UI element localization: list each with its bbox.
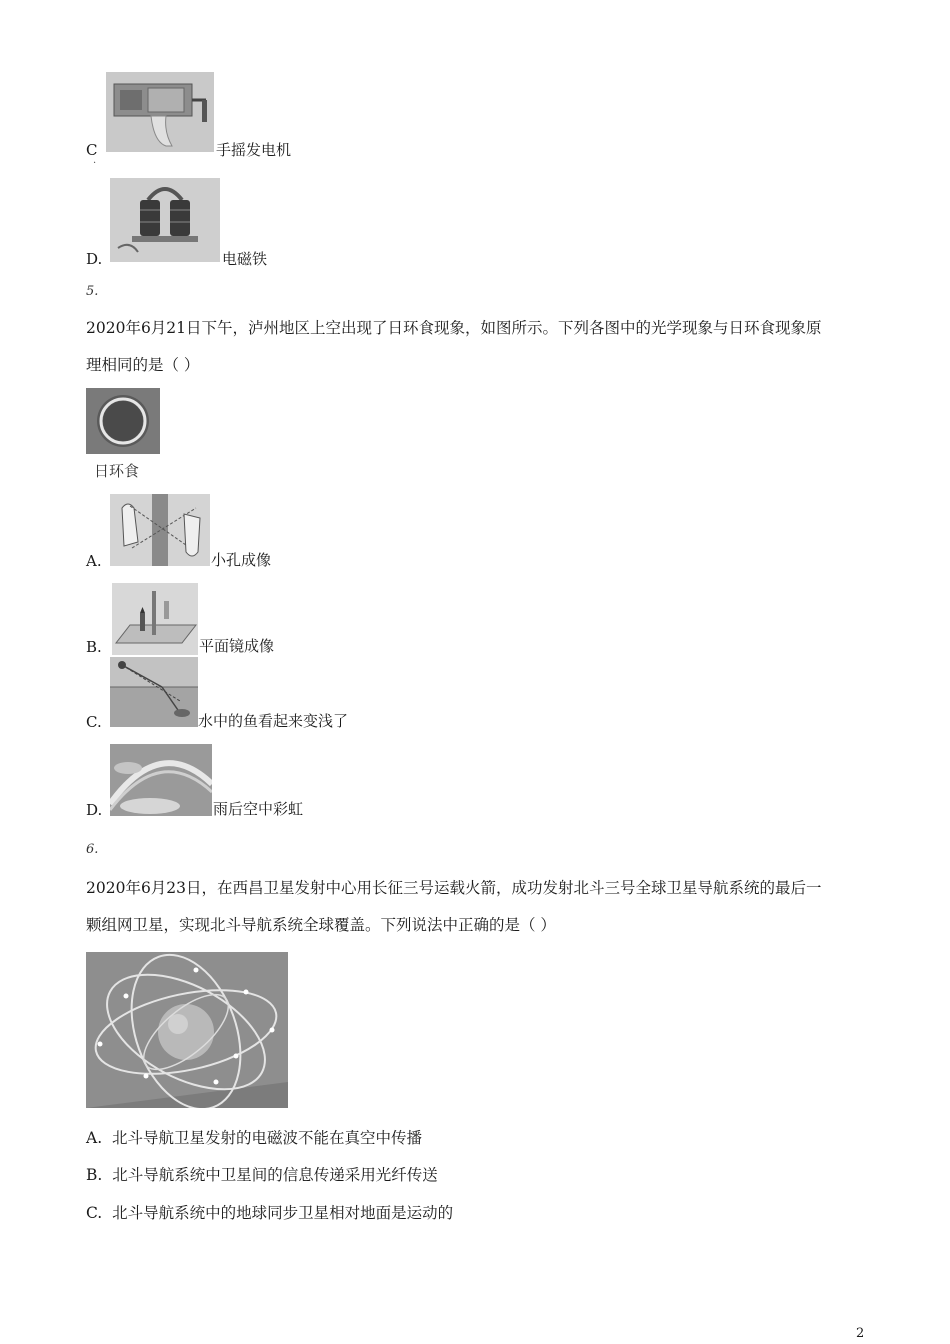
option-letter: C. [86,1204,103,1222]
option-label: 小孔成像 [211,551,272,569]
option-text: 北斗导航卫星发射的电磁波不能在真空中传播 [111,1129,422,1147]
option-text: 北斗导航系统中的地球同步卫星相对地面是运动的 [112,1204,454,1222]
question-number: 5. [86,284,99,299]
question-number: 6. [86,842,99,857]
figure-caption: 日环食 [94,462,140,480]
answer-option-c [86,1203,453,1223]
answer-option-a [86,1128,422,1148]
fish-refraction-icon [110,657,198,727]
option-letter: A. [86,1129,103,1147]
rainbow-icon [110,744,212,816]
question-stem-line: 颗组网卫星，实现北斗导航系统全球覆盖。下列说法中正确的是（ ） [86,916,556,934]
option-text: 北斗导航系统中卫星间的信息传递采用光纤传送 [112,1166,438,1184]
hand-crank-generator-figure [106,72,214,152]
hand-crank-generator-icon [106,72,214,152]
rainbow-figure [110,744,212,816]
option-letter: B. [86,1166,103,1184]
option-letter: C. [86,713,102,731]
electromagnet-icon [110,178,220,262]
option-label: 电磁铁 [222,250,268,268]
option-label: 雨后空中彩虹 [213,800,304,818]
pinhole-imaging-figure [110,494,210,566]
option-label: 手摇发电机 [216,141,292,159]
dot-mark: · [93,158,97,169]
question-stem-line: 2020年6月21日下午，泸州地区上空出现了日环食现象，如图所示。下列各图中的光学现象与日环食现象原 [86,319,822,337]
option-letter: C [86,141,98,159]
fish-in-water-figure [110,657,198,727]
option-letter: D. [86,250,103,268]
option-label: 水中的鱼看起来变浅了 [198,712,349,730]
option-letter: B. [86,638,102,656]
option-letter: A. [86,552,102,570]
option-label: 平面镜成像 [199,637,275,655]
answer-option-b [86,1165,438,1185]
satellite-orbits-icon [86,952,288,1108]
pinhole-imaging-icon [110,494,210,566]
question-stem-line: 2020年6月23日，在西昌卫星发射中心用长征三号运载火箭，成功发射北斗三号全球卫星导航系统的最后一 [86,879,822,897]
option-letter: D. [86,801,103,819]
electromagnet-figure [110,178,220,262]
plane-mirror-icon [112,583,198,655]
plane-mirror-figure [112,583,198,655]
page-number: 2 [856,1326,865,1341]
annular-eclipse-figure [86,388,160,454]
beidou-constellation-figure [86,952,288,1108]
annular-eclipse-icon [86,388,160,454]
question-stem-line: 理相同的是（ ） [86,356,200,374]
